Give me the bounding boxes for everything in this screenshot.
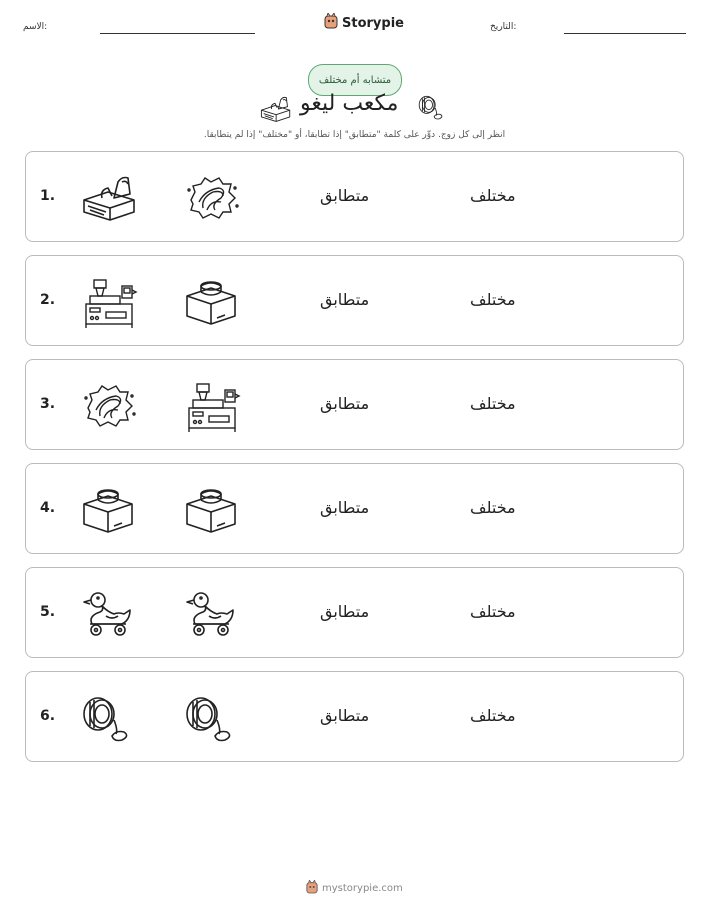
wood-shaving-icon [181, 170, 241, 226]
brand [324, 13, 404, 33]
same-option[interactable]: متطابق [320, 602, 370, 621]
brand-name: Storypie [342, 15, 404, 31]
name-line[interactable] [100, 33, 255, 34]
different-option[interactable]: مختلف [470, 602, 516, 621]
different-option[interactable]: مختلف [470, 498, 516, 517]
wood-plane-title-icon [258, 93, 292, 129]
different-option[interactable]: مختلف [470, 706, 516, 725]
wood-shaving-icon [78, 378, 138, 434]
yoyo-icon [181, 690, 241, 746]
pair-row-1 [25, 151, 684, 242]
footer [306, 880, 403, 897]
row-number: 2. [40, 292, 56, 308]
pair-row-3 [25, 359, 684, 450]
same-option[interactable]: متطابق [320, 186, 370, 205]
molding-machine-icon [78, 274, 138, 330]
molding-machine-icon [181, 378, 241, 434]
title-row [250, 91, 460, 127]
yoyo-icon [78, 690, 138, 746]
duck-pull-toy-icon [181, 586, 241, 642]
wood-plane-icon [78, 170, 138, 226]
row-number: 1. [40, 188, 56, 204]
name-label: الاسم: [23, 22, 48, 32]
worksheet-type-text: متشابه أم مختلف [318, 74, 392, 86]
footer-url[interactable]: mystorypie.com [322, 883, 403, 894]
same-option[interactable]: متطابق [320, 394, 370, 413]
date-label: التاريخ: [490, 22, 517, 32]
row-number: 4. [40, 500, 56, 516]
row-number: 6. [40, 708, 56, 724]
pair-row-6 [25, 671, 684, 762]
row-number: 3. [40, 396, 56, 412]
yoyo-title-icon [416, 91, 448, 127]
storypie-logo-icon [306, 880, 318, 897]
storypie-logo-icon [324, 13, 338, 33]
page-title: مكعب ليغو [300, 91, 399, 116]
duck-pull-toy-icon [78, 586, 138, 642]
same-option[interactable]: متطابق [320, 498, 370, 517]
date-line[interactable] [564, 33, 686, 34]
different-option[interactable]: مختلف [470, 394, 516, 413]
pair-row-5 [25, 567, 684, 658]
pair-row-4 [25, 463, 684, 554]
same-option[interactable]: متطابق [320, 706, 370, 725]
different-option[interactable]: مختلف [470, 186, 516, 205]
instructions: انظر إلى كل زوج. دوِّر على كلمة "متطابق" إذا تطابقا، أو "مختلف" إذا لم يتطابقا. [203, 130, 506, 140]
pair-row-2 [25, 255, 684, 346]
row-number: 5. [40, 604, 56, 620]
lego-brick-icon [181, 274, 241, 330]
different-option[interactable]: مختلف [470, 290, 516, 309]
same-option[interactable]: متطابق [320, 290, 370, 309]
lego-brick-icon [78, 482, 138, 538]
lego-brick-icon [181, 482, 241, 538]
